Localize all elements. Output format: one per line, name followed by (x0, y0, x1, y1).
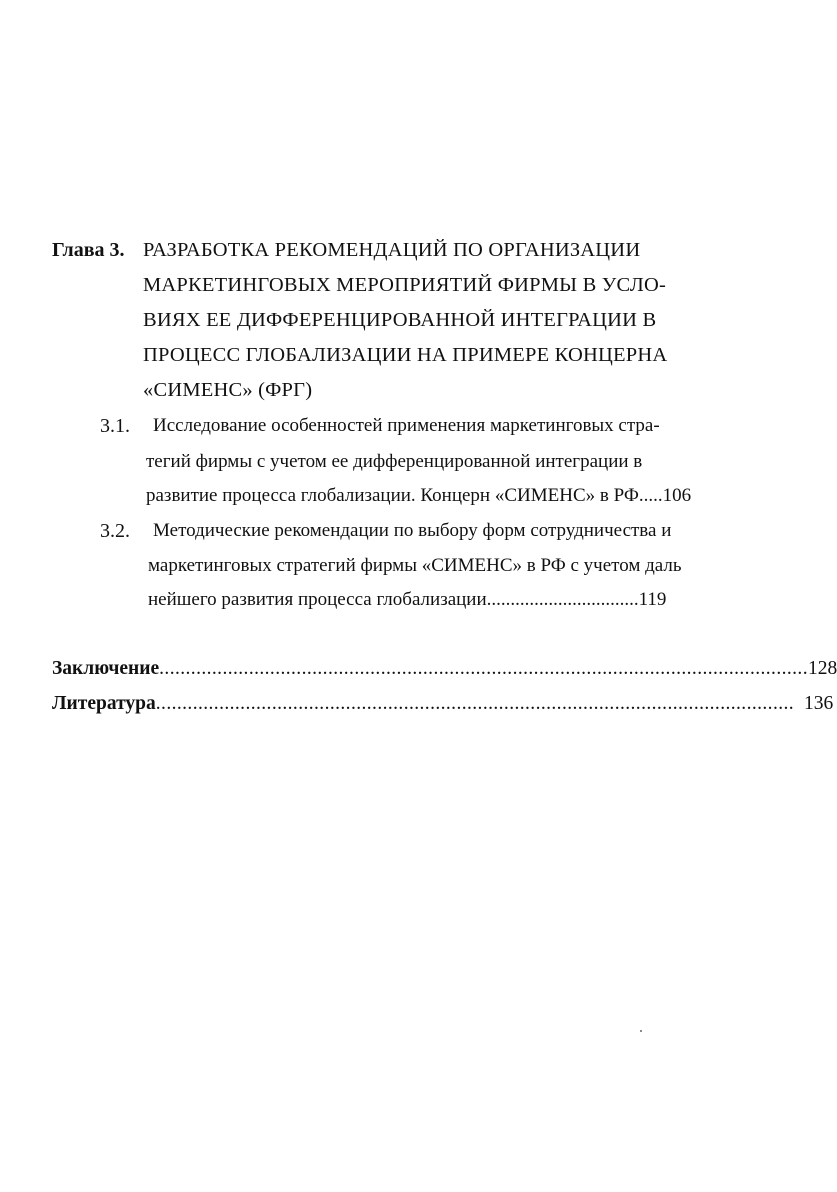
chapter-label: Глава 3. (52, 239, 125, 261)
section-number: 3.1. (100, 415, 130, 437)
chapter-title-line-3: ВИЯХ ЕЕ ДИФФЕРЕНЦИРОВАННОЙ ИНТЕГРАЦИИ В (143, 309, 657, 331)
dot-leader: ........................................................................................................................... (159, 658, 808, 679)
section-line-text: развитие процесса глобализации. Концерн «СИМЕНС» в РФ (146, 485, 639, 506)
chapter-title-line-1: РАЗРАБОТКА РЕКОМЕНДАЦИЙ ПО ОРГАНИЗАЦИИ (143, 239, 641, 261)
section-line: тегий фирмы с учетом ее дифференцированной интеграции в (146, 451, 643, 472)
chapter-title-line-4: ПРОЦЕСС ГЛОБАЛИЗАЦИИ НА ПРИМЕРЕ КОНЦЕРНА (143, 344, 668, 366)
chapter-title-line-5: «СИМЕНС» (ФРГ) (143, 379, 313, 401)
section-last-line (148, 588, 666, 612)
toc-entry-label: Литература (52, 693, 156, 714)
section-line: Исследование особенностей применения маркетинговых стра- (153, 415, 660, 436)
page-number: 119 (638, 589, 667, 610)
dot-leader: ................................ (486, 589, 639, 610)
section-line-text: нейшего развития процесса глобализации (148, 589, 487, 610)
dot-leader: ......................................................................................................................... (155, 693, 795, 714)
section-line: Методические рекомендации по выбору форм сотрудничества и (153, 520, 672, 541)
page-number: 136 (804, 693, 834, 714)
toc-entry-conclusion (52, 657, 837, 681)
dot-leader: ..... (638, 485, 663, 506)
scan-speck (640, 1030, 642, 1032)
section-number: 3.2. (100, 520, 130, 542)
chapter-title-line-2: МАРКЕТИНГОВЫХ МЕРОПРИЯТИЙ ФИРМЫ В УСЛО- (143, 274, 666, 296)
section-line: маркетинговых стратегий фирмы «СИМЕНС» в РФ с учетом даль (148, 555, 682, 576)
toc-entry-literature (52, 692, 834, 716)
toc-entry-label: Заключение (52, 658, 160, 679)
page-number: 128 (807, 658, 837, 679)
section-last-line (146, 484, 691, 508)
page-number: 106 (662, 485, 692, 506)
